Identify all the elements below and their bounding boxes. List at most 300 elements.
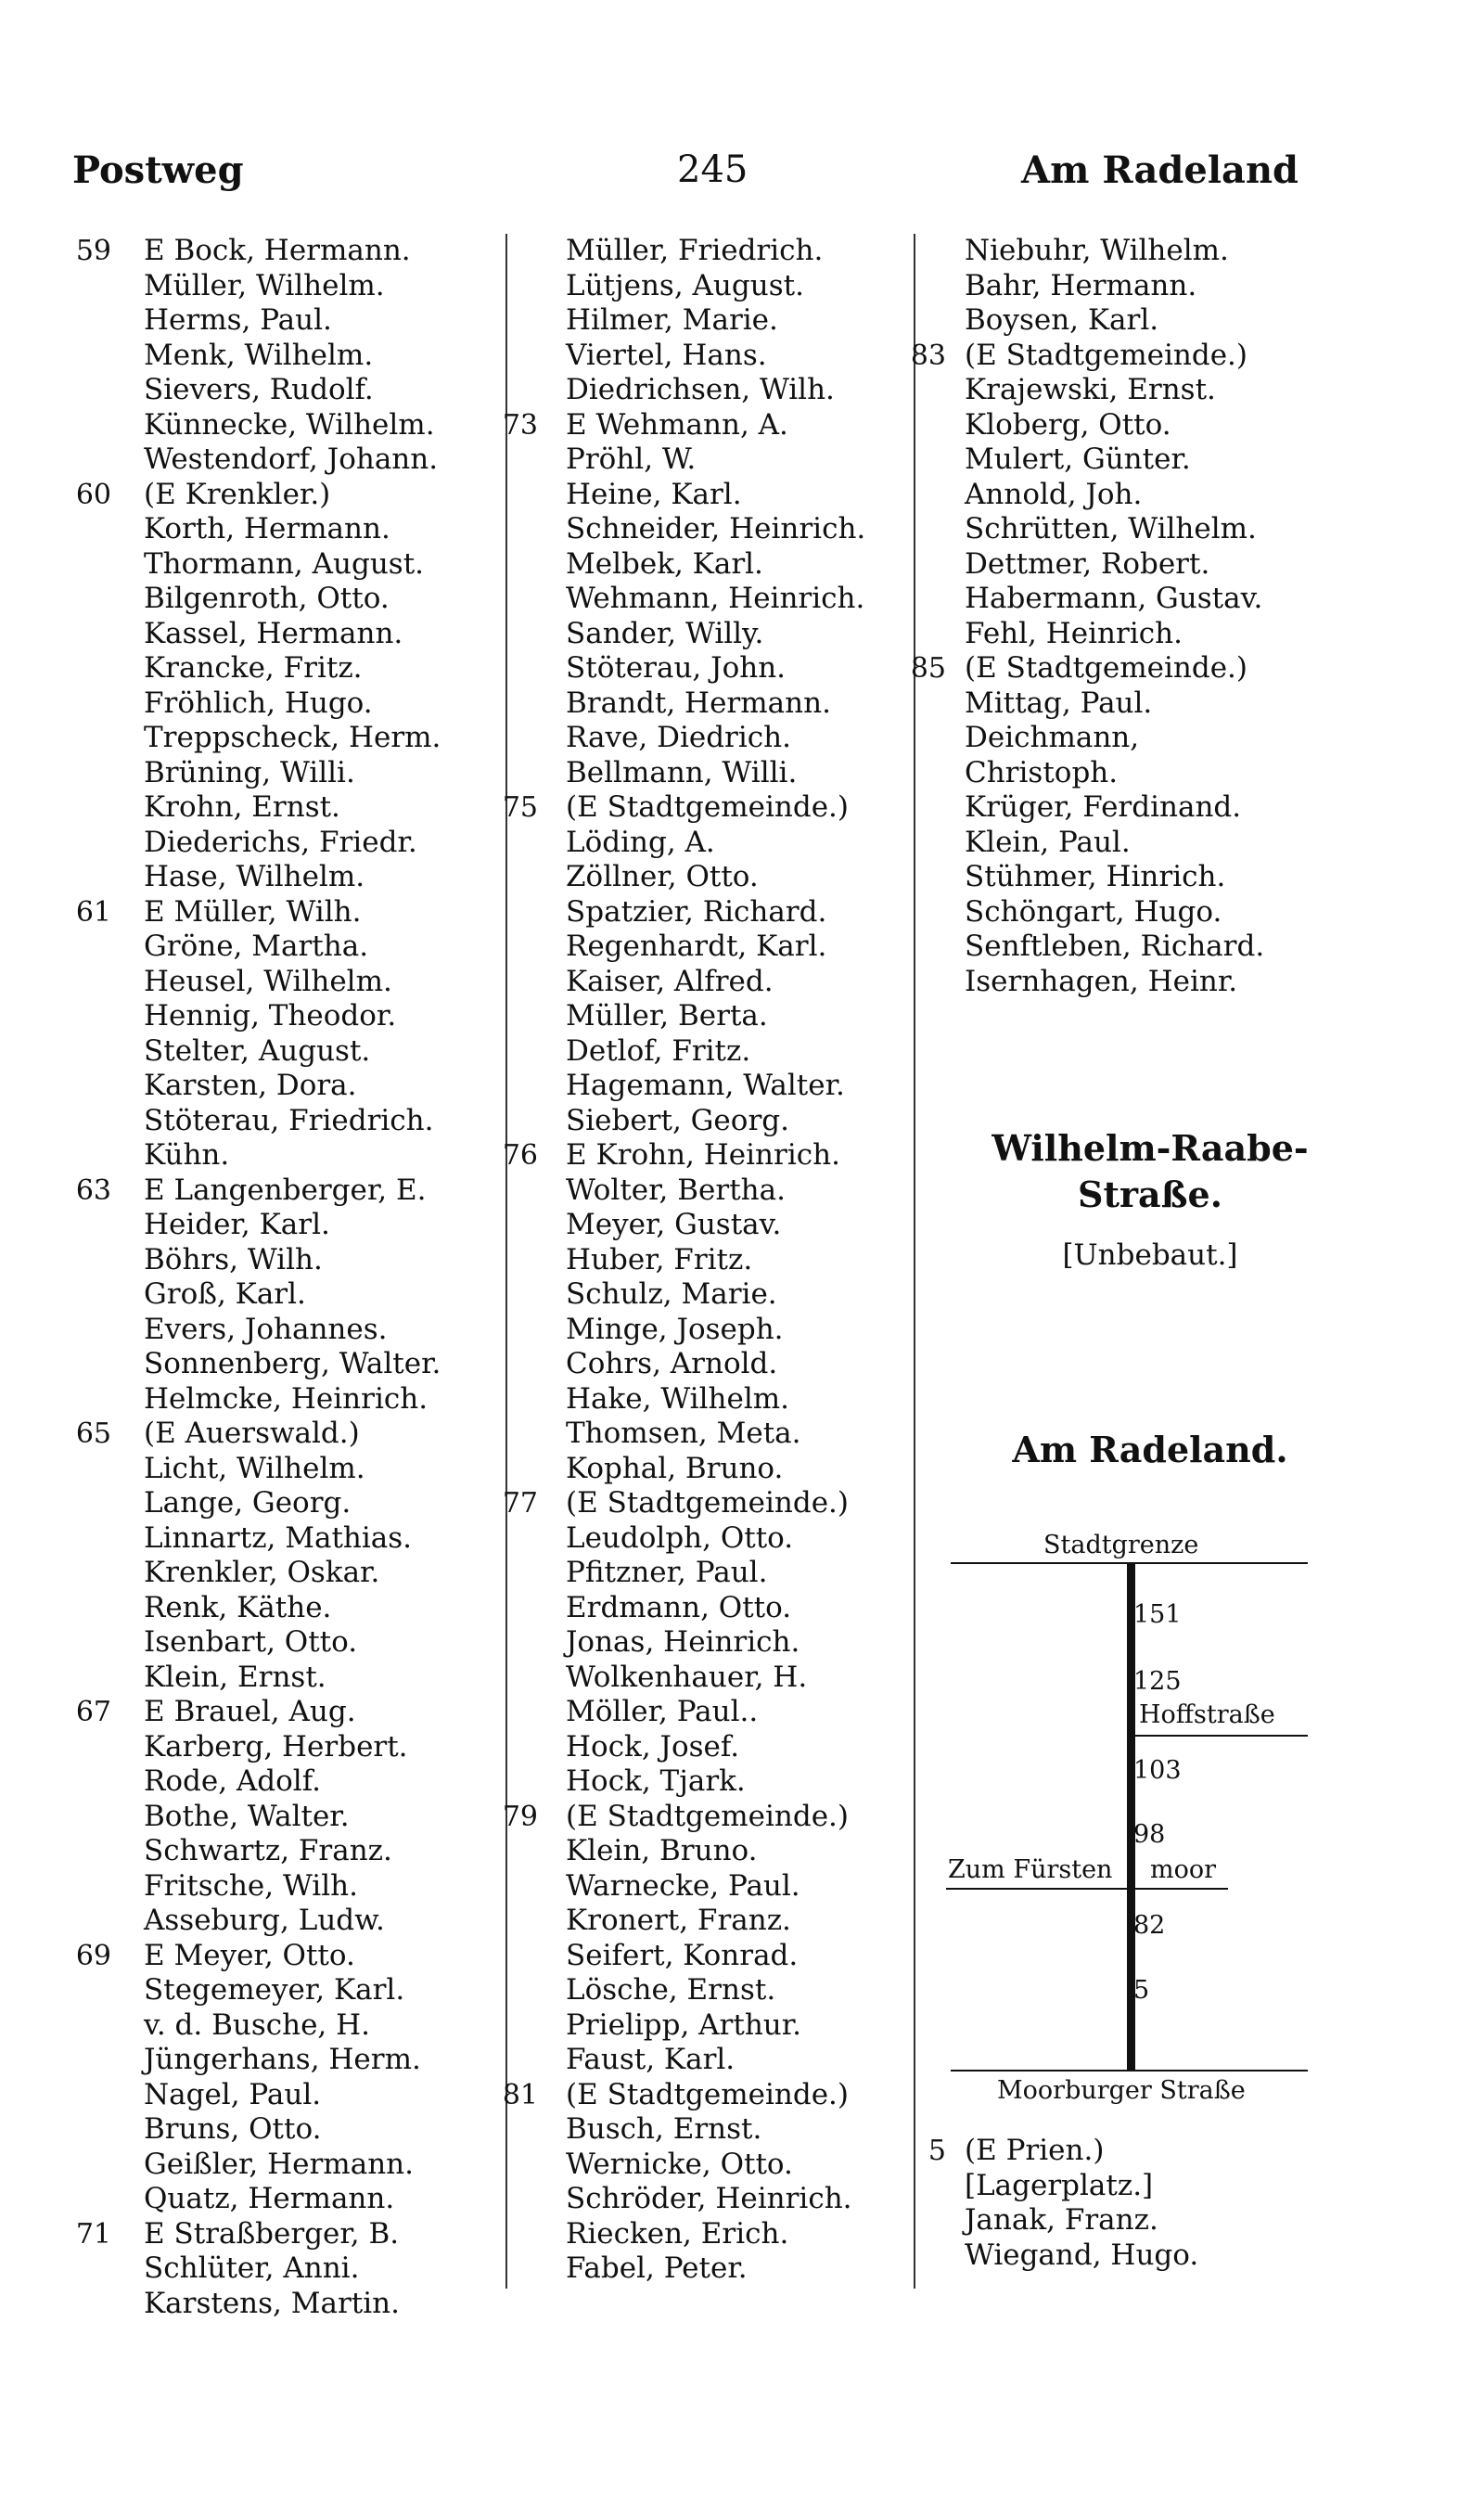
resident-name: (E Prien.): [965, 2134, 1105, 2167]
resident-name: Wernicke, Otto.: [566, 2147, 793, 2181]
directory-entry: [65, 2148, 501, 2183]
resident-name: Möller, Paul..: [566, 1695, 759, 1728]
directory-entry: [65, 2251, 501, 2287]
resident-name: Heusel, Wilhelm.: [144, 964, 392, 998]
resident-name: Schlüter, Anni.: [144, 2251, 360, 2285]
resident-name: Schröder, Heinrich.: [566, 2182, 852, 2215]
directory-entry: [65, 2112, 501, 2148]
resident-name: Renk, Käthe.: [144, 1590, 332, 1624]
directory-entry: [492, 443, 909, 478]
directory-entry: [900, 721, 1326, 756]
resident-name: Stühmer, Hinrich.: [965, 860, 1226, 893]
directory-entry: [492, 790, 909, 826]
resident-name: Karstens, Martin.: [144, 2286, 400, 2320]
resident-name: Klein, Paul.: [965, 825, 1131, 859]
directory-entry: [492, 1174, 909, 1209]
resident-name: Sander, Willy.: [566, 616, 764, 650]
directory-entry: [492, 1486, 909, 1521]
directory-entry: [900, 547, 1326, 583]
directory-entry: [65, 1069, 501, 1104]
resident-name: Dettmer, Robert.: [965, 546, 1210, 581]
house-number: 59: [75, 235, 111, 267]
directory-entry: [65, 1695, 501, 1730]
resident-name: Busch, Ernst.: [566, 2112, 762, 2146]
directory-entry: [65, 651, 501, 686]
resident-name: Müller, Wilhelm.: [144, 268, 385, 302]
map-bottom-line: [951, 2070, 1308, 2071]
column-2: [492, 234, 909, 2287]
house-number: 5: [928, 2135, 946, 2167]
directory-entry: [492, 1695, 909, 1730]
directory-entry: [492, 1347, 909, 1382]
directory-entry: [492, 234, 909, 269]
directory-entry: [900, 269, 1326, 304]
resident-name: Zöllner, Otto.: [566, 860, 759, 893]
directory-entry: [65, 1556, 501, 1591]
directory-entry: [900, 860, 1326, 895]
resident-name: Siebert, Georg.: [566, 1103, 789, 1137]
directory-entry: [492, 1904, 909, 1939]
directory-entry: [492, 930, 909, 965]
resident-name: Diederichs, Friedr.: [144, 825, 417, 859]
directory-entry: [65, 1591, 501, 1626]
house-number: 65: [75, 1417, 111, 1450]
house-number: 83: [910, 339, 946, 372]
resident-name: Wiegand, Hugo.: [965, 2238, 1199, 2272]
resident-name: Quatz, Hermann.: [144, 2182, 395, 2215]
map-number-98: 98: [1133, 1820, 1166, 1849]
column-3: [900, 234, 1326, 999]
house-number: 77: [502, 1487, 538, 1520]
resident-name: Krohn, Ernst.: [144, 790, 340, 824]
directory-entry: [65, 756, 501, 791]
resident-name: Stegemeyer, Karl.: [144, 1973, 405, 2007]
map-number-151: 151: [1133, 1600, 1182, 1629]
resident-name: Kronert, Franz.: [566, 1904, 791, 1937]
resident-name: Asseburg, Ludw.: [144, 1904, 385, 1937]
directory-entry: [65, 1834, 501, 1869]
house-number: 60: [75, 478, 111, 511]
directory-entry: [65, 2182, 501, 2217]
resident-name: Bruns, Otto.: [144, 2112, 322, 2146]
resident-name: Brüning, Willi.: [144, 755, 355, 789]
directory-entry: [65, 2078, 501, 2113]
directory-entry: [65, 1973, 501, 2008]
directory-entry: [900, 2238, 1326, 2274]
directory-entry: [492, 269, 909, 304]
directory-entry: [492, 1382, 909, 1417]
resident-name: Schneider, Heinrich.: [566, 512, 866, 545]
house-number: 85: [910, 652, 946, 685]
resident-name: E Bock, Hermann.: [144, 234, 411, 267]
resident-name: Mulert, Günter.: [965, 443, 1191, 476]
resident-name: Lütjens, August.: [566, 268, 804, 302]
directory-entry: [900, 373, 1326, 408]
directory-entry: [492, 651, 909, 686]
resident-name: Seifert, Konrad.: [566, 1938, 799, 1972]
house-number: 79: [502, 1800, 538, 1833]
resident-name: Christoph.: [965, 755, 1119, 789]
map-label-zum-fuersten: Zum Fürsten: [948, 1855, 1113, 1884]
resident-name: Groß, Karl.: [144, 1277, 306, 1311]
directory-entry: [65, 512, 501, 547]
resident-name: (E Stadtgemeinde.): [566, 1799, 850, 1833]
directory-entry: [65, 1452, 501, 1487]
resident-name: Krancke, Fritz.: [144, 651, 363, 685]
resident-name: Menk, Wilhelm.: [144, 338, 374, 372]
resident-name: Bilgenroth, Otto.: [144, 582, 390, 615]
resident-name: Hock, Tjark.: [566, 1764, 746, 1798]
directory-entry: [492, 1591, 909, 1626]
directory-entry: [65, 1277, 501, 1313]
directory-entry: [900, 756, 1326, 791]
resident-name: Müller, Friedrich.: [566, 234, 824, 267]
resident-name: Hennig, Theodor.: [144, 999, 397, 1033]
resident-name: Lange, Georg.: [144, 1486, 352, 1520]
directory-entry: [492, 895, 909, 930]
directory-entry: [65, 999, 501, 1034]
section-title-am-radeland: Am Radeland.: [1012, 1429, 1288, 1470]
directory-entry: [492, 339, 909, 374]
resident-name: Boysen, Karl.: [965, 303, 1159, 337]
resident-name: Riecken, Erich.: [566, 2216, 789, 2251]
resident-name: Lösche, Ernst.: [566, 1973, 776, 2007]
page-number: 245: [677, 148, 748, 191]
directory-entry: [492, 2043, 909, 2078]
resident-name: Kloberg, Otto.: [965, 407, 1171, 442]
resident-name: Fröhlich, Hugo.: [144, 686, 373, 720]
resident-name: (E Stadtgemeinde.): [965, 338, 1248, 372]
directory-entry: [900, 2134, 1326, 2169]
resident-name: Kophal, Bruno.: [566, 1451, 784, 1485]
directory-entry: [65, 408, 501, 443]
resident-name: (E Stadtgemeinde.): [965, 651, 1248, 685]
house-number: 75: [502, 791, 538, 824]
directory-entry: [65, 2217, 501, 2252]
resident-name: Herms, Paul.: [144, 303, 332, 337]
directory-entry: [900, 443, 1326, 478]
directory-entry: [492, 547, 909, 583]
house-number: 61: [75, 895, 111, 929]
resident-name: Wehmann, Heinrich.: [566, 582, 865, 615]
column-1: [65, 234, 501, 2321]
resident-name: (E Krenkler.): [144, 477, 331, 511]
directory-entry: [492, 1452, 909, 1487]
resident-name: Kaiser, Alfred.: [566, 964, 774, 998]
directory-entry: [65, 1243, 501, 1278]
directory-entry: [900, 651, 1326, 686]
resident-name: Gröne, Martha.: [144, 930, 369, 963]
house-number: 73: [502, 408, 538, 442]
map-number-125: 125: [1133, 1667, 1182, 1696]
directory-entry: [492, 1138, 909, 1174]
directory-entry: [492, 408, 909, 443]
directory-entry: [900, 686, 1326, 722]
resident-name: Regenhardt, Karl.: [566, 930, 827, 963]
directory-entry: [65, 478, 501, 513]
directory-entry: [492, 2112, 909, 2148]
map-cross-line-right: [1135, 1888, 1228, 1890]
directory-entry: [900, 617, 1326, 652]
directory-entry: [900, 408, 1326, 443]
directory-entry: [65, 895, 501, 930]
resident-name: Hake, Wilhelm.: [566, 1381, 789, 1416]
directory-entry: [65, 547, 501, 583]
directory-entry: [65, 234, 501, 269]
directory-entry: [492, 1939, 909, 1974]
resident-name: Karsten, Dora.: [144, 1069, 357, 1102]
directory-entry: [65, 2043, 501, 2078]
resident-name: E Krohn, Heinrich.: [566, 1138, 840, 1172]
resident-name: Geißler, Hermann.: [144, 2147, 414, 2181]
directory-entry: [492, 826, 909, 861]
house-number: 67: [75, 1696, 111, 1728]
directory-entry: [900, 234, 1326, 269]
resident-name: Meyer, Gustav.: [566, 1208, 782, 1241]
directory-entry: [65, 2287, 501, 2322]
directory-entry: [492, 617, 909, 652]
directory-entry: [900, 339, 1326, 374]
page-header: [0, 148, 1484, 213]
map-label-stadtgrenze: Stadtgrenze: [1043, 1531, 1199, 1559]
directory-entry: [492, 1243, 909, 1278]
directory-entry: [492, 1973, 909, 2008]
running-head-right: Am Radeland: [1021, 148, 1298, 192]
directory-entry: [900, 478, 1326, 513]
resident-name: Annold, Joh.: [965, 477, 1143, 511]
resident-name: Wolkenhauer, H.: [566, 1660, 808, 1694]
resident-name: (E Stadtgemeinde.): [566, 790, 850, 824]
resident-name: Krenkler, Oskar.: [144, 1556, 380, 1589]
directory-entry: [900, 965, 1326, 1000]
resident-name: Janak, Franz.: [965, 2203, 1158, 2237]
directory-entry: [65, 965, 501, 1000]
directory-entry: [900, 790, 1326, 826]
resident-name: Heine, Karl.: [566, 477, 742, 511]
resident-name: Schulz, Marie.: [566, 1277, 777, 1311]
directory-entry: [65, 339, 501, 374]
resident-name: Evers, Johannes.: [144, 1312, 388, 1346]
directory-entry: [492, 1869, 909, 1905]
directory-entry: [900, 512, 1326, 547]
directory-entry: [65, 721, 501, 756]
directory-entry: [900, 2169, 1326, 2204]
resident-name: Jonas, Heinrich.: [566, 1625, 800, 1659]
resident-name: (E Stadtgemeinde.): [566, 1486, 850, 1520]
directory-entry: [900, 826, 1326, 861]
directory-entry: [65, 373, 501, 408]
resident-name: Fritsche, Wilh.: [144, 1868, 358, 1903]
resident-name: Fehl, Heinrich.: [965, 616, 1183, 650]
directory-entry: [492, 1069, 909, 1104]
resident-name: Niebuhr, Wilhelm.: [965, 234, 1229, 267]
resident-name: Stelter, August.: [144, 1033, 371, 1068]
resident-name: Nagel, Paul.: [144, 2077, 322, 2111]
resident-name: Kassel, Hermann.: [144, 616, 403, 650]
resident-name: Bahr, Hermann.: [965, 268, 1197, 302]
directory-entry: [492, 1556, 909, 1591]
resident-name: Karberg, Herbert.: [144, 1729, 408, 1764]
resident-name: Brandt, Hermann.: [566, 686, 831, 720]
resident-name: Löding, A.: [566, 825, 715, 859]
resident-name: Kühn.: [144, 1138, 230, 1172]
resident-name: Künnecke, Wilhelm.: [144, 407, 435, 442]
directory-entry: [65, 1939, 501, 1974]
resident-name: E Straßberger, B.: [144, 2216, 400, 2251]
resident-name: Bellmann, Willi.: [566, 755, 798, 789]
resident-name: Heider, Karl.: [144, 1208, 330, 1241]
directory-entry: [65, 443, 501, 478]
resident-name: Hase, Wilhelm.: [144, 860, 365, 893]
map-label-moorburger-strasse: Moorburger Straße: [997, 2076, 1246, 2105]
resident-name: Böhrs, Wilh.: [144, 1242, 323, 1276]
resident-name: Klein, Ernst.: [144, 1660, 326, 1694]
resident-name: Linnartz, Mathias.: [144, 1520, 413, 1555]
directory-entry: [65, 1486, 501, 1521]
directory-entry: [65, 1625, 501, 1661]
directory-entry: [900, 582, 1326, 617]
directory-entry: [492, 2217, 909, 2252]
directory-entry: [65, 1313, 501, 1348]
directory-entry: [65, 860, 501, 895]
resident-name: Hock, Josef.: [566, 1729, 740, 1764]
directory-entry: [492, 1417, 909, 1452]
directory-entry: [492, 1834, 909, 1869]
resident-name: Helmcke, Heinrich.: [144, 1381, 429, 1416]
resident-name: Erdmann, Otto.: [566, 1590, 792, 1624]
resident-name: Thomsen, Meta.: [566, 1417, 801, 1450]
directory-entry: [492, 756, 909, 791]
directory-entry: [492, 1208, 909, 1243]
resident-name: Rode, Adolf.: [144, 1764, 321, 1798]
directory-entry: [65, 1869, 501, 1905]
directory-entry: [65, 1800, 501, 1835]
directory-entry: [492, 2078, 909, 2113]
map-number-103: 103: [1133, 1756, 1182, 1785]
resident-name: Isernhagen, Heinr.: [965, 964, 1238, 998]
resident-name: Isenbart, Otto.: [144, 1625, 358, 1659]
resident-name: Sievers, Rudolf.: [144, 373, 374, 406]
directory-entry: [65, 1104, 501, 1139]
directory-entry: [65, 1034, 501, 1070]
resident-name: Fabel, Peter.: [566, 2251, 748, 2285]
am-radeland-entries: [900, 2134, 1326, 2273]
directory-entry: [900, 930, 1326, 965]
directory-entry: [492, 686, 909, 722]
resident-name: Wolter, Bertha.: [566, 1173, 786, 1207]
unbebaut-note: [Unbebaut.]: [1062, 1238, 1238, 1272]
resident-name: E Brauel, Aug.: [144, 1695, 356, 1728]
resident-name: Pfitzner, Paul.: [566, 1556, 768, 1589]
resident-name: Faust, Karl.: [566, 2043, 736, 2076]
directory-entry: [492, 2182, 909, 2217]
section-title-wilhelm-raabe-line2: Straße.: [1078, 1174, 1222, 1215]
directory-entry: [492, 1625, 909, 1661]
resident-name: Müller, Berta.: [566, 999, 768, 1033]
resident-name: Schwartz, Franz.: [144, 1834, 392, 1867]
resident-name: Sonnenberg, Walter.: [144, 1347, 441, 1380]
directory-entry: [900, 895, 1326, 930]
resident-name: Warnecke, Paul.: [566, 1868, 800, 1903]
section-title-wilhelm-raabe-line1: Wilhelm-Raabe-: [991, 1127, 1309, 1169]
directory-entry: [65, 617, 501, 652]
directory-entry: [492, 965, 909, 1000]
house-number: 63: [75, 1174, 111, 1207]
directory-entry: [492, 1800, 909, 1835]
house-number: 69: [75, 1939, 111, 1972]
running-head-left: Postweg: [72, 148, 244, 192]
directory-entry: [492, 478, 909, 513]
directory-entry: [492, 1104, 909, 1139]
resident-name: Habermann, Gustav.: [965, 582, 1263, 615]
directory-entry: [65, 1417, 501, 1452]
resident-name: (E Auerswald.): [144, 1417, 360, 1450]
directory-entry: [492, 1034, 909, 1070]
directory-entry: [65, 930, 501, 965]
resident-name: Krajewski, Ernst.: [965, 373, 1216, 406]
resident-name: Spatzier, Richard.: [566, 894, 827, 929]
directory-entry: [492, 1313, 909, 1348]
directory-entry: [65, 582, 501, 617]
resident-name: Rave, Diedrich.: [566, 721, 791, 754]
map-label-hoffstrasse: Hoffstraße: [1139, 1700, 1275, 1729]
resident-name: Westendorf, Johann.: [144, 443, 439, 476]
resident-name: E Müller, Wilh.: [144, 894, 362, 929]
map-hoffstrasse-line: [1135, 1735, 1308, 1737]
map-number-5: 5: [1133, 1976, 1150, 2005]
directory-entry: [492, 2148, 909, 2183]
map-number-82: 82: [1133, 1911, 1166, 1940]
directory-entry: [65, 303, 501, 339]
directory-entry: [492, 721, 909, 756]
resident-name: Minge, Joseph.: [566, 1312, 784, 1346]
resident-name: Hilmer, Marie.: [566, 303, 778, 337]
directory-entry: [65, 1904, 501, 1939]
directory-entry: [65, 1661, 501, 1696]
resident-name: Schöngart, Hugo.: [965, 894, 1222, 929]
resident-name: Cohrs, Arnold.: [566, 1347, 778, 1380]
directory-entry: [492, 999, 909, 1034]
resident-name: Jüngerhans, Herm.: [144, 2043, 421, 2076]
resident-name: Huber, Fritz.: [566, 1242, 753, 1276]
resident-name: Hagemann, Walter.: [566, 1069, 845, 1102]
resident-name: Melbek, Karl.: [566, 546, 763, 581]
directory-entry: [900, 303, 1326, 339]
directory-entry: [492, 1764, 909, 1800]
directory-entry: [492, 1661, 909, 1696]
resident-name: Schrütten, Wilhelm.: [965, 512, 1257, 545]
directory-entry: [65, 1138, 501, 1174]
directory-entry: [65, 1208, 501, 1243]
directory-entry: [65, 1521, 501, 1557]
directory-entry: [65, 826, 501, 861]
resident-name: Stöterau, John.: [566, 651, 787, 685]
directory-entry: [492, 512, 909, 547]
resident-name: E Wehmann, A.: [566, 407, 788, 442]
directory-entry: [492, 1730, 909, 1765]
house-number: 71: [75, 2217, 111, 2251]
directory-entry: [900, 2203, 1326, 2238]
directory-entry: [65, 2008, 501, 2044]
directory-entry: [65, 790, 501, 826]
resident-name: Senftleben, Richard.: [965, 930, 1265, 963]
directory-entry: [65, 1382, 501, 1417]
directory-entry: [492, 860, 909, 895]
directory-entry: [65, 686, 501, 722]
directory-entry: [492, 303, 909, 339]
resident-name: v. d. Busche, H.: [144, 2007, 371, 2042]
map-label-moor: moor: [1150, 1855, 1217, 1884]
